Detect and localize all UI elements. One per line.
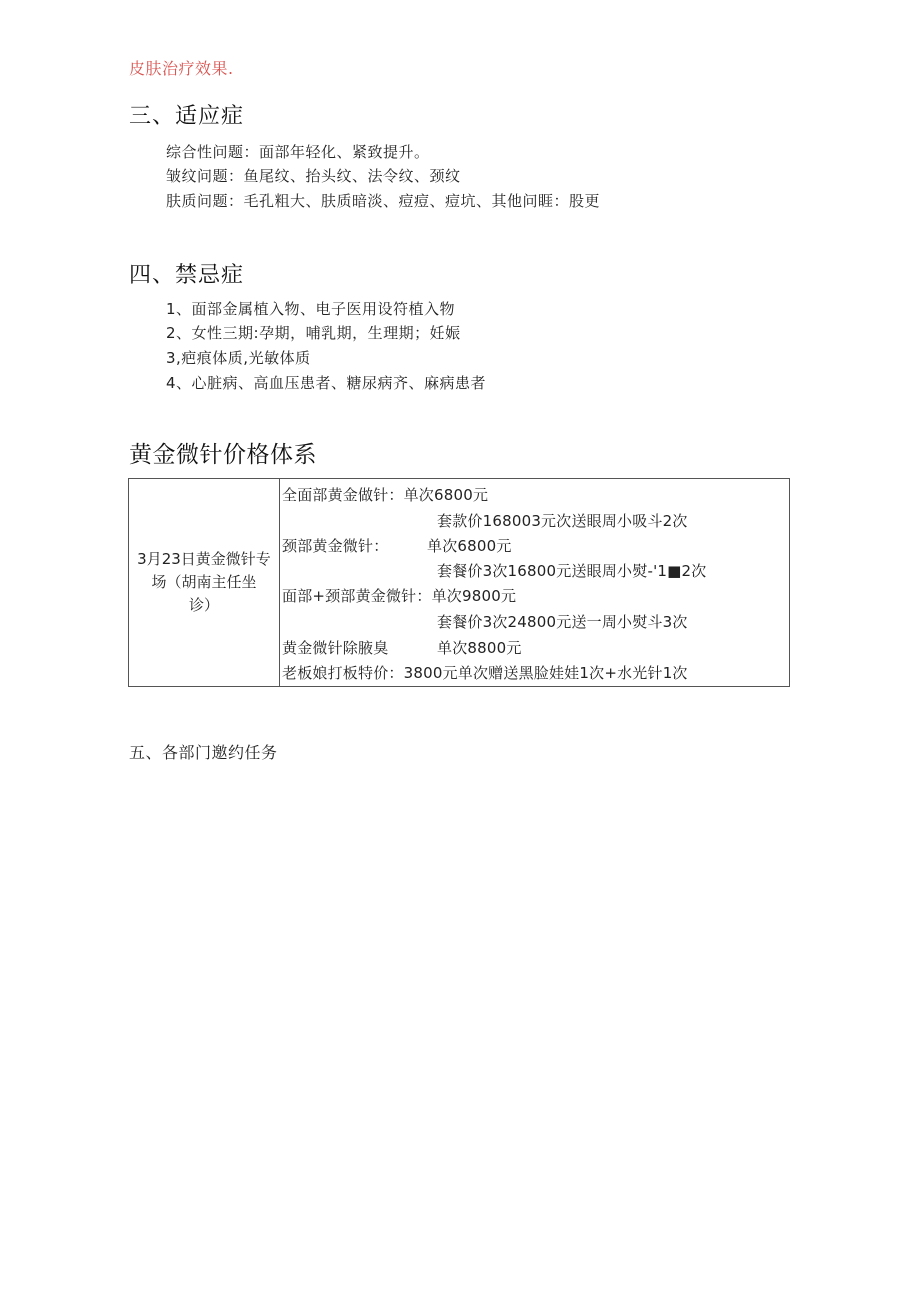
contraindication-item: 1、面部金属植入物、电子医用设符植入物: [166, 300, 456, 318]
table-divider: [279, 479, 280, 686]
indication-item: 综合性问题：面部年轻化、紧致提升。: [166, 143, 430, 161]
event-line: 场（胡南主任坐: [151, 573, 257, 591]
price-line: 老板娘打板特价：3800元单次赠送黑脸娃娃1次+水光针1次: [282, 664, 688, 682]
price-system-title: 黄金微针价格体系: [129, 442, 317, 468]
price-line: 套餐价3次24800元送一周小熨斗3次: [437, 613, 688, 631]
intro-text: 皮肤治疗效果.: [129, 59, 234, 78]
price-line: 全面部黄金做针：单次6800元: [282, 486, 489, 504]
indication-item: 皱纹问题：鱼尾纹、抬头纹、法令纹、颈纹: [166, 167, 461, 185]
event-line: 诊）: [188, 596, 219, 614]
indication-item: 肤质问题：毛孔粗大、肤质暗淡、痘痘、痘坑、其他问睚：股更: [166, 192, 601, 210]
contraindication-item: 4、心脏病、高血压患者、糖尿病齐、麻病患者: [166, 374, 487, 392]
section-3-heading: 三、适应症: [129, 104, 245, 129]
contraindication-item: 3,疤痕体质,光敏体质: [166, 349, 311, 367]
price-line: 套款价168003元次送眼周小吸斗2次: [437, 512, 688, 530]
price-line: 面部+颈部黄金微针：单次9800元: [282, 587, 517, 605]
price-table: [128, 478, 790, 687]
section-4-heading: 四、禁忌症: [129, 263, 245, 288]
event-line: 3月23日黄金微针专: [137, 550, 271, 568]
contraindication-item: 2、女性三期:孕期，哺乳期，生理期；妊娠: [166, 324, 461, 342]
section-5-heading: 五、各部门邀约任务: [129, 743, 278, 762]
event-cell: [129, 479, 279, 686]
price-line: 颈部黄金微针：: [282, 537, 389, 555]
price-line: 套餐价3次16800元送眼周小熨-'1■2次: [437, 562, 707, 580]
price-line: 黄金微针除腋臭: [282, 639, 389, 657]
price-line: 单次8800元: [437, 639, 522, 657]
price-line: 单次6800元: [427, 537, 512, 555]
